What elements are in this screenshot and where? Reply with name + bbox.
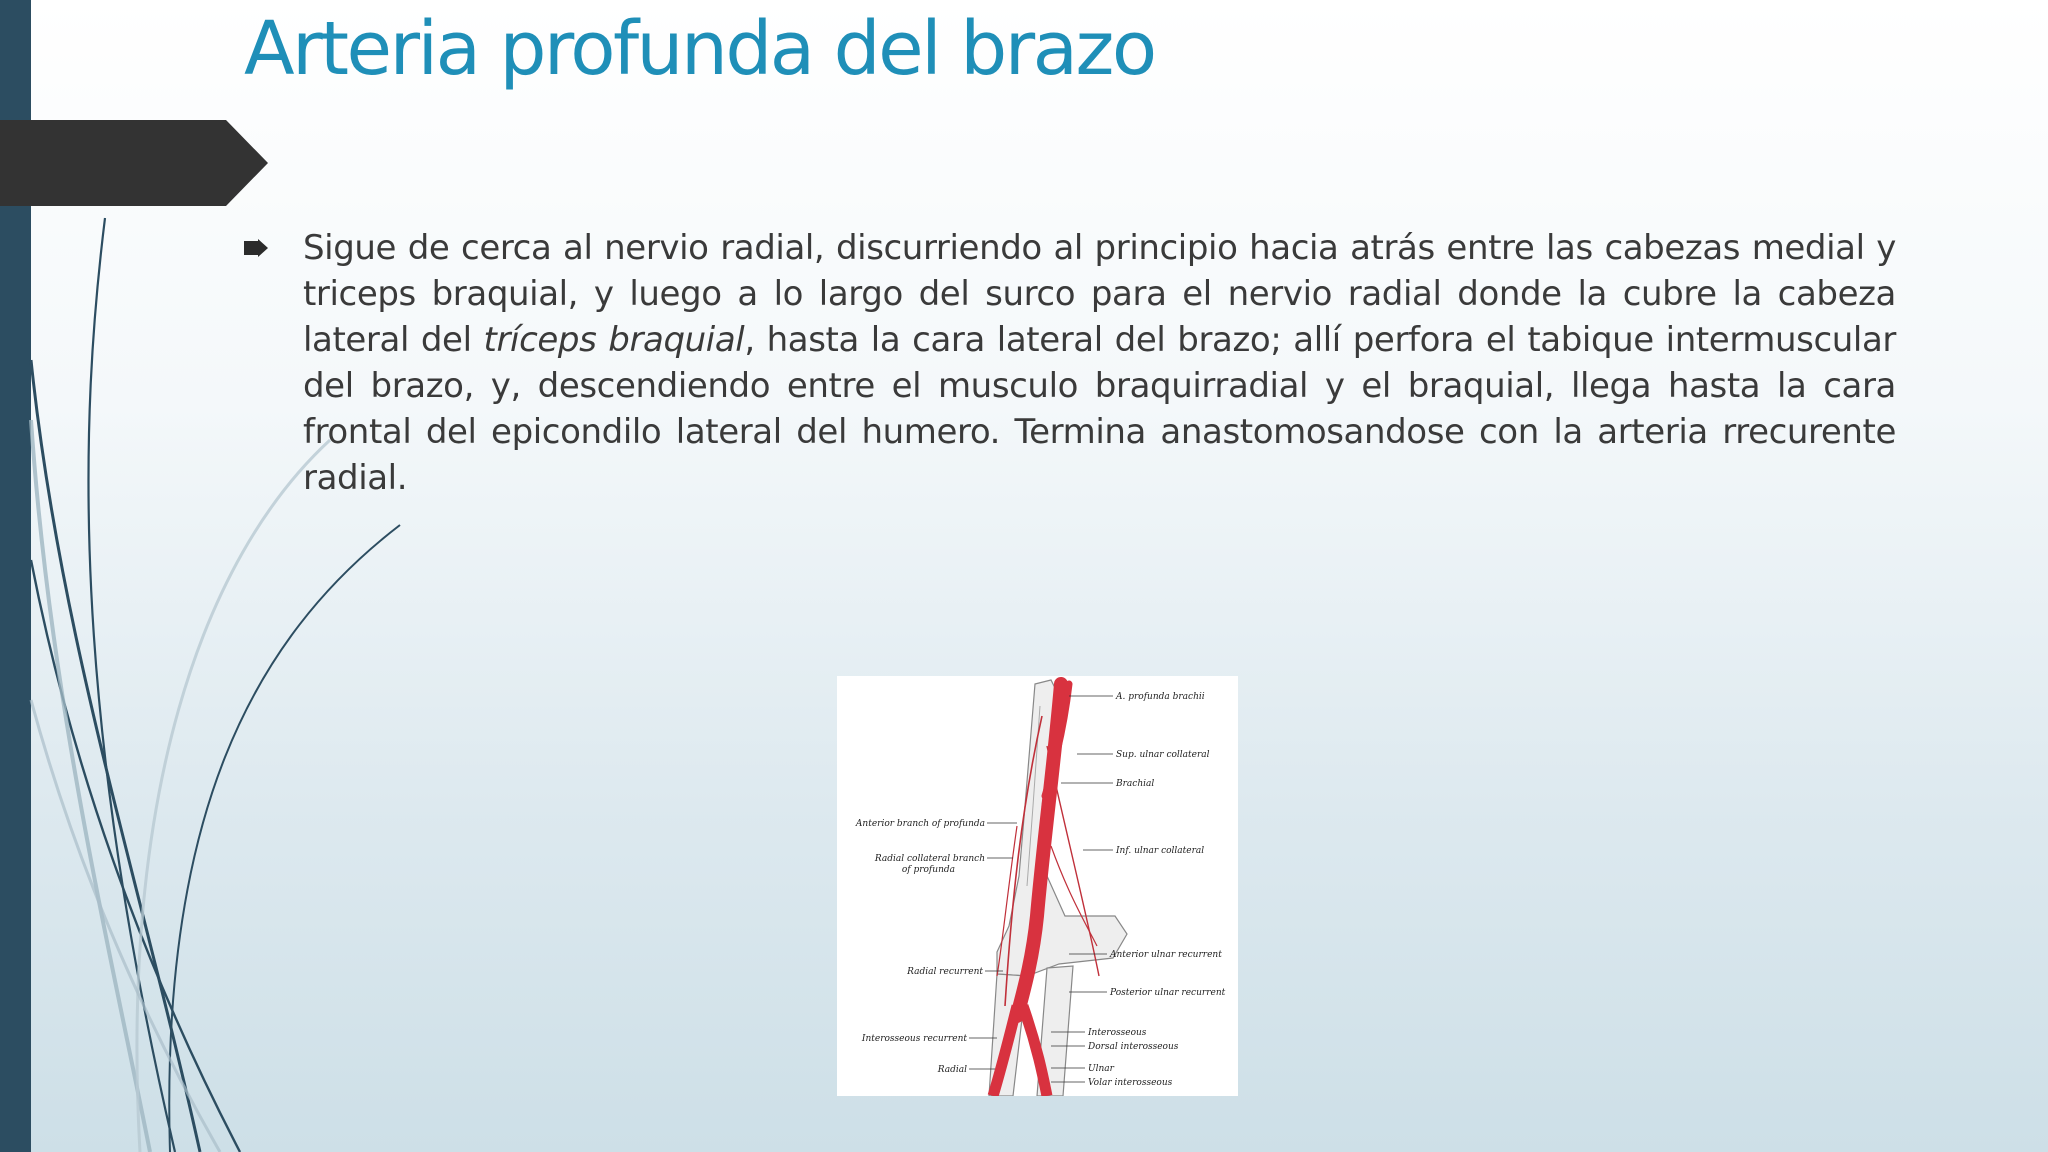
- label-interosseous-recurrent: Interosseous recurrent: [861, 1034, 967, 1044]
- figure-labels-right: [1051, 692, 1226, 1088]
- label-brachial: Brachial: [1116, 779, 1155, 789]
- label-sup-ulnar: Sup. ulnar collateral: [1116, 750, 1210, 760]
- label-radial: Radial: [937, 1065, 967, 1075]
- anatomy-figure: [837, 676, 1238, 1096]
- body-text-part2: , hasta la cara lateral del brazo; allí perfora el tabique intermuscular del brazo, y, descendiendo entre el musculo braquirradial y el braquial, llega hasta la cara frontal del epicondilo lateral del humero. Termina anastomosandose con la arteria rrecurente radial.: [303, 320, 1896, 498]
- arrow-bullet-icon: [244, 239, 268, 257]
- slide-title: Arteria profunda del brazo: [244, 6, 1155, 92]
- label-ulnar: Ulnar: [1088, 1064, 1114, 1074]
- arrow-tab-shape: [0, 120, 268, 206]
- label-radial-coll-2: of profunda: [901, 865, 955, 875]
- label-post-ulnar-rec: Posterior ulnar recurrent: [1110, 988, 1226, 998]
- label-profunda: A. profunda brachii: [1116, 692, 1205, 702]
- label-volar-interosseous: Volar interosseous: [1088, 1078, 1173, 1088]
- label-radial-recurrent: Radial recurrent: [907, 967, 983, 977]
- label-dorsal-interosseous: Dorsal interosseous: [1088, 1042, 1179, 1052]
- label-interosseous: Interosseous: [1088, 1028, 1147, 1038]
- label-inf-ulnar: Inf. ulnar collateral: [1116, 846, 1205, 856]
- label-ant-ulnar-rec: Anterior ulnar recurrent: [1110, 950, 1222, 960]
- label-radial-coll-1: Radial collateral branch: [874, 854, 985, 864]
- body-text: [303, 225, 1896, 501]
- body-text-part1: Sigue de cerca al nervio radial, discurriendo al principio hacia atrás entre las cabezas medial y triceps braquial, y luego a lo largo del surco para el nervio radial donde la cubre la cabeza lateral del: [303, 228, 1896, 360]
- body-text-italic: tríceps braquial: [483, 320, 745, 360]
- label-ant-branch-profunda: Anterior branch of profunda: [855, 819, 985, 829]
